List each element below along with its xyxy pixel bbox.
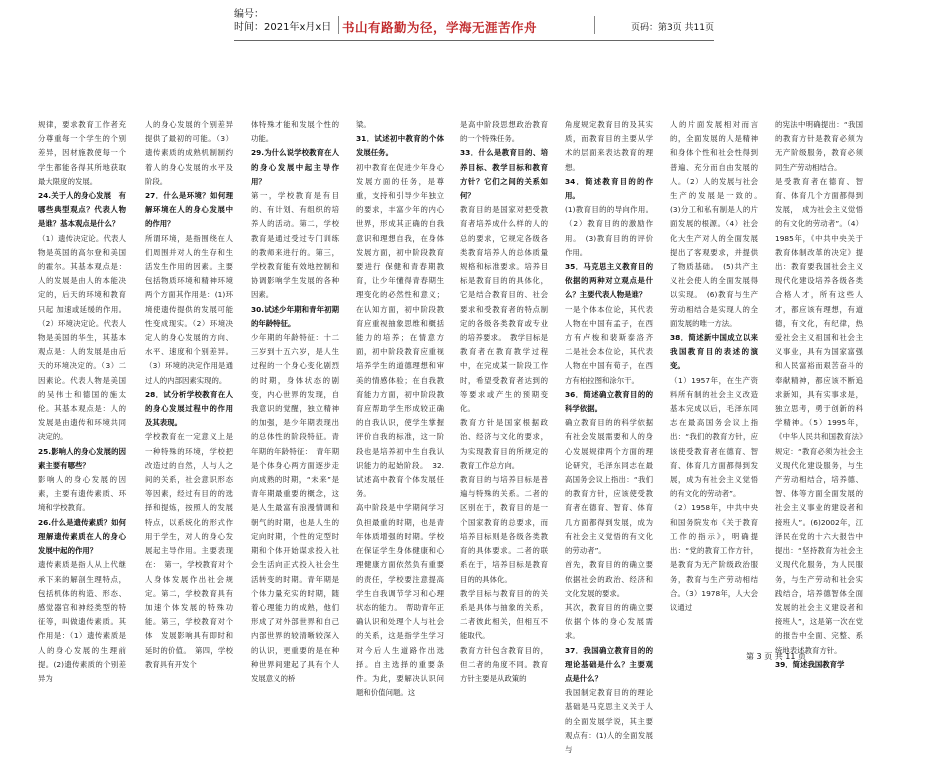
text-column-7 — [670, 118, 766, 615]
section-heading: 29.为什么说学校教育在人的身心发展中起主导作用？ — [251, 148, 339, 186]
section-heading: 26.什么是遗传素质？如何理解遗传素质在人的身心发展中起的作用？ — [38, 517, 126, 556]
section-heading: 28．试分析学校教育在人的身心发展过程中的作用及其表现。 — [145, 389, 233, 428]
section-heading: 34．简述教育目的的作用。 — [565, 176, 653, 201]
section-heading: 27．什么是环境？如何理解环境在人的身心发展中的作用？ — [145, 191, 233, 229]
body-paragraph: 人的身心发展的个别差异提供了最初的可能。（3）遗传素质的成熟机制制约着人的身心发展的水平及阶段。 — [145, 120, 233, 186]
section-heading: 25.影响人的身心发展的因素主要有哪些？ — [38, 446, 126, 470]
body-paragraph: 学校教育在一定意义上是一种特殊的环境，学校把改造过的自然，人与人之间的关系，社会意识形态等因素，经过有目的的选择和提炼，按照人的发展特点，以系统化的形式作用于学生，对人的身心发展起主导作用。主要表现在： 第一，学校教育对个人身体发展作出社会规定。第二，学校教育具有加速个体发展的特殊功能。第三，学校教育对个体 发展影响具有即时和延时的价值。 第四，学校教育具有开发个 — [145, 432, 233, 669]
body-paragraph: 是受教育者在德育、智育、体育几个方面都得到发展， 成为社会主义觉悟的有文化的劳动者”。（4）1985年，《中共中央关于教育体制改革的决定》提出：教育要我国社会主义现代化建设培养各级各类合格人才，所有这些人才，都应该有理想，有道德，有文化，有纪律，热爱社会主义祖国和社会主义事业，具有为国家富强和人民富裕而艰苦奋斗的奉献精神，都应该不断追求新知，具有实事求是，独立思考，勇于创新的科学精神。（5）1995年，《中华人民共和国教育法》规定：“教育必须为社会主义现代化建设服务，与生产劳动相结合，培养德、智、体等方面全面发展的社会主义事业的建设者和接班人”。(6)2002年，江泽民在党的十六大报告中提出：“坚持教育为社会主义现代化服务，为人民服务，与生产劳动和社会实践结合，培养德智体全面发展的社会主义建设者和接班人”，这是第一次在党的报告中全面、完整、系统地表述教育方针。 — [775, 176, 863, 655]
body-paragraph: 教育目的与培养目标是普遍与特殊的关系。二者的区别在于，教育目的是一个国家教育的总要求，而培养目标则是各级各类教育的具体要求。二者的联系在于，培养目标是教育目的的具体化。 — [460, 475, 548, 584]
header-rule — [234, 40, 714, 41]
body-paragraph: 我国制定教育目的的理论基础是马克思主义关于人的全面发展学说，其主要观点有：(1)人的全面发展与 — [565, 688, 653, 754]
body-paragraph: 角度规定教育目的及其实质，而教育目的主要从学术的层面来表达教育的理想。 — [565, 120, 653, 172]
section-heading: 37．我国确立教育目的的理论基础是什么？主要观点是什么？ — [565, 645, 653, 683]
body-paragraph: 的宪法中明确提出：“我国的教育方针是教育必须为无产阶级服务，教育必须同生产劳动相结合。 — [775, 120, 863, 172]
body-paragraph: (1)教育目的的导向作用。（2）教育目的的激励作用。 (3)教育目的的评价作用。 — [565, 205, 653, 257]
text-column-1 — [38, 118, 126, 686]
section-heading: 31．试述初中教育的个体发展任务。 — [356, 134, 444, 158]
body-paragraph: （2）1958年，中共中央和国务院发布《关于教育工作的指示》，明确提出：“党的教育工作方针，是教育为无产阶级政治服务，教育与生产劳动相结合。（3）1978年，人大会议通过 — [670, 503, 758, 612]
header-serial-label: 编号： — [234, 9, 264, 20]
body-paragraph: 影响人的身心发展的因素，主要有遗传素质、环境和学校教育。 — [38, 475, 126, 513]
body-paragraph: 教育方针包含教育目的，但二者的角度不同。教育方针主要是从政策的 — [460, 645, 548, 683]
page-footer: 第 3 页 共 11 页 — [746, 652, 806, 661]
body-paragraph: 初中教育在促进少年身心发展方面的任务，是尊重，支持和引导少年独立的要求，丰富少年的内心世界，形成其正确的自我意识和理想自我，在身体发展方面，初中阶段教育要进行 保健和青春期教育，让少年懂得青春期生理变化的必然性和意义；在认知方面，初中阶段教育应重视抽象思维和概括能力的培养；在情意方面，初中阶段教育应重视培养学生的道德理想和审美的情感体验；在自我教育能力方面，初中阶段教育应帮助学生形成较正确的自我认识，使学生掌握评价自我的标准，这一阶段也是培养初中生自我认识能力的起始阶段。 32.试述高中教育个体发展任务。 — [356, 162, 444, 499]
section-heading: 38．简述新中国成立以来我国教育目的表述的演变。 — [670, 333, 758, 371]
header-divider — [338, 16, 339, 34]
body-paragraph: 确立教育目的的科学依据有社会发展需要和人的身心发展规律两个方面的理论研究，毛泽东同志在最高国务会议上指出：“我们的教育方针，应该使受教育者在德育、智育、体育几方面都得到发展，成为有社会主义觉悟的有文化的劳动者”。 — [565, 418, 653, 556]
body-paragraph: 教育方针是国家根据政治、经济与文化的要求，为实现教育目的所规定的教育工作总方向。 — [460, 418, 548, 470]
section-heading: 39．简述我国教育学 — [775, 659, 845, 669]
header-page-info: 页码：第3页 共11页 — [630, 23, 714, 33]
text-column-6 — [565, 118, 661, 757]
body-paragraph: （1）1957年，在生产资料所有制的社会主义改造基本完成以后，毛泽东同志在最高国务会议上指出：“我们的教育方针，应该使受教育者在德育、智育、体育几方面都得到发展，成为有社会主义觉悟的有文化的劳动者”。 — [670, 375, 758, 499]
body-paragraph: 少年期的年龄特征：十二三岁到十五六岁，是人生过程的一个身心变化剧烈的时期，身体状态的剧变，内心世界的发现，自我意识的觉醒，独立精神的加强，是少年期表现出的总体性的阶段特征。青年期的年龄特征： 青年期是个体身心两方面逐步走向成熟的时期，“未来”是青年期最重要的概念，这是人生最富有浪漫情调和朝气的时期，也是人生的定向时期，个性的定型时期和个体开始谋求投入社会生活向正式投入社会生活转变的时期。青年期是个体力量充实的时期，随着心理能力的成熟，他们形成了对外部世界和自己内部世界的较清晰较深入的认识，更重要的是在种种世界间建起了具有个人发展意义的桥 — [251, 333, 339, 683]
header-time: 时间：2021年x月x日 — [234, 22, 332, 33]
section-heading: 24.关于人的身心发展 有哪些典型观点？代表人物是谁？基本观点是什么？ — [38, 191, 126, 229]
header-slogan: 书山有路勤为径，学海无涯苦作舟 — [342, 20, 538, 35]
body-paragraph: （1）遗传决定论。代表人物是英国的高尔登和美国的霍尔。其基本观点是：人的发展是由人的本能决定的，后天的环境和教育只起 加速或延缓的作用。（2）环境决定论。代表人物是美国的华生，其基本观点是：人的发展是由后天的环境决定的。（3）二因素论。代表人物是美国的吴伟士和德国的施太伦。其基本观点是：人的发展是由遗传和环境共同决定的。 — [38, 233, 126, 442]
body-paragraph: 遗传素质是指人从上代继承下来的解剖生理特点，包括机体的构造、形态、感觉器官和神经类型的特征等，叫做遗传素质。其作用是：（1）遗传素质是人的身心发展的生理前提。(2)遗传素质的个别差异为 — [38, 560, 126, 683]
section-heading: 36．简述确立教育目的的科学依据。 — [565, 389, 653, 414]
body-paragraph: 其次，教育目的的确立要依据个体的身心发展需求。 — [565, 602, 653, 641]
text-column-4 — [356, 118, 444, 700]
text-column-3 — [251, 118, 339, 686]
body-paragraph: 梁。 — [356, 120, 371, 129]
body-paragraph: 一是个体本位论，其代表人物在中国有孟子，在西方有卢梭和裴斯泰洛齐 二是社会本位论，其代表人物在中国有荀子，在西方有柏拉图和涂尔干。 — [565, 304, 661, 385]
body-paragraph: 首先，教育目的的确立要依据社会的政治、经济和文化发展的要求。 — [565, 560, 653, 598]
body-paragraph: 第一，学校教育是有目的、有计划、有组织的培养人的活动。第二，学校教育是通过受过专门训练的教师来进行的。第三，学校教育能有效地控制和协调影响学生发展的各种因素。 — [251, 191, 339, 300]
body-paragraph: 教学目标与教育目的的关系是具体与抽象的关系，二者彼此相关，但相互不能取代。 — [460, 588, 548, 641]
header-divider — [594, 16, 595, 34]
section-heading: 35．马克思主义教育目的依据的两种对立观点是什么？主要代表人物是谁？ — [565, 262, 653, 300]
text-column-2 — [145, 118, 233, 672]
section-heading: 33．什么是教育目的、培养目标、教学目标和教育方针？它们之间的关系如何？ — [460, 148, 548, 201]
body-paragraph: 规律，要求教育工作者充分尊重每一个学生的个别差异，因材施教使每一个学生都能各得其所地获取最大限度的发展。 — [38, 120, 126, 186]
text-column-8 — [775, 118, 863, 672]
header-meta — [234, 8, 331, 34]
body-paragraph: 高中阶段是中学期间学习负担最重的时期，也是青年体质增强的时期。学校在保证学生身体健康和心理健康方面依然负有重要的责任，学校要注意提高学生自我调节学习和心理状态的能力。 帮助青年正确认识和处理个人与社会的关系，这是指学生学习对今后人生道路作出选择。自主选择的重要条件。为此，要解决认识问题和价值问题。这 — [356, 503, 444, 698]
section-heading: 30.试述少年期和青年初期的年龄特征。 — [251, 304, 339, 328]
body-paragraph: 教育目的是国家对把受教育者培养成什么样的人的总的要求，它规定各级各类教育培养人的总体质量规格和标准要求。培养目标是教育目的的具体化，它是结合教育目的、社会要求和受教育者的特点制定的各级各类教育或专业的培养要求。 教学目标是教育者在教育教学过程中，在完成某一阶段工作时，希望受教育者达到的等要求或产生的预期变化。 — [460, 205, 548, 414]
body-paragraph: 人的片面发展相对而言的，全面发展的人是精神和身体个性和社会性得到普遍、充分而自由发展的人。（2）人的发展与社会生产的发展是一致的。 (3)分工和私有制是人的片面发展的根源。（4）社会化大生产对人的全面发展提出了客观要求，并提供了物质基础。 (5)共产主义社会使人的全面发展得以实现。 (6)教育与生产劳动相结合是实现人的全面发展的唯一方法。 — [670, 120, 766, 328]
body-paragraph: 是高中阶段思想政治教育的一个特殊任务。 — [460, 120, 548, 144]
text-column-5 — [460, 118, 548, 686]
page-header — [234, 6, 714, 46]
body-paragraph: 体特殊才能和发展个性的功能。 — [251, 120, 339, 144]
body-paragraph: 所谓环境，是指围绕在人们周围并对人的生存和生活发生作用的因素。主要包括物质环境和精神环境两个方面其作用是：(1)环境使遗传提供的发展可能性变成现实。（2）环境决定人的身心发展的方向、水平、速度和个别差异。（3）环境的决定作用是通过人的内部因素实现的。 — [145, 233, 233, 385]
